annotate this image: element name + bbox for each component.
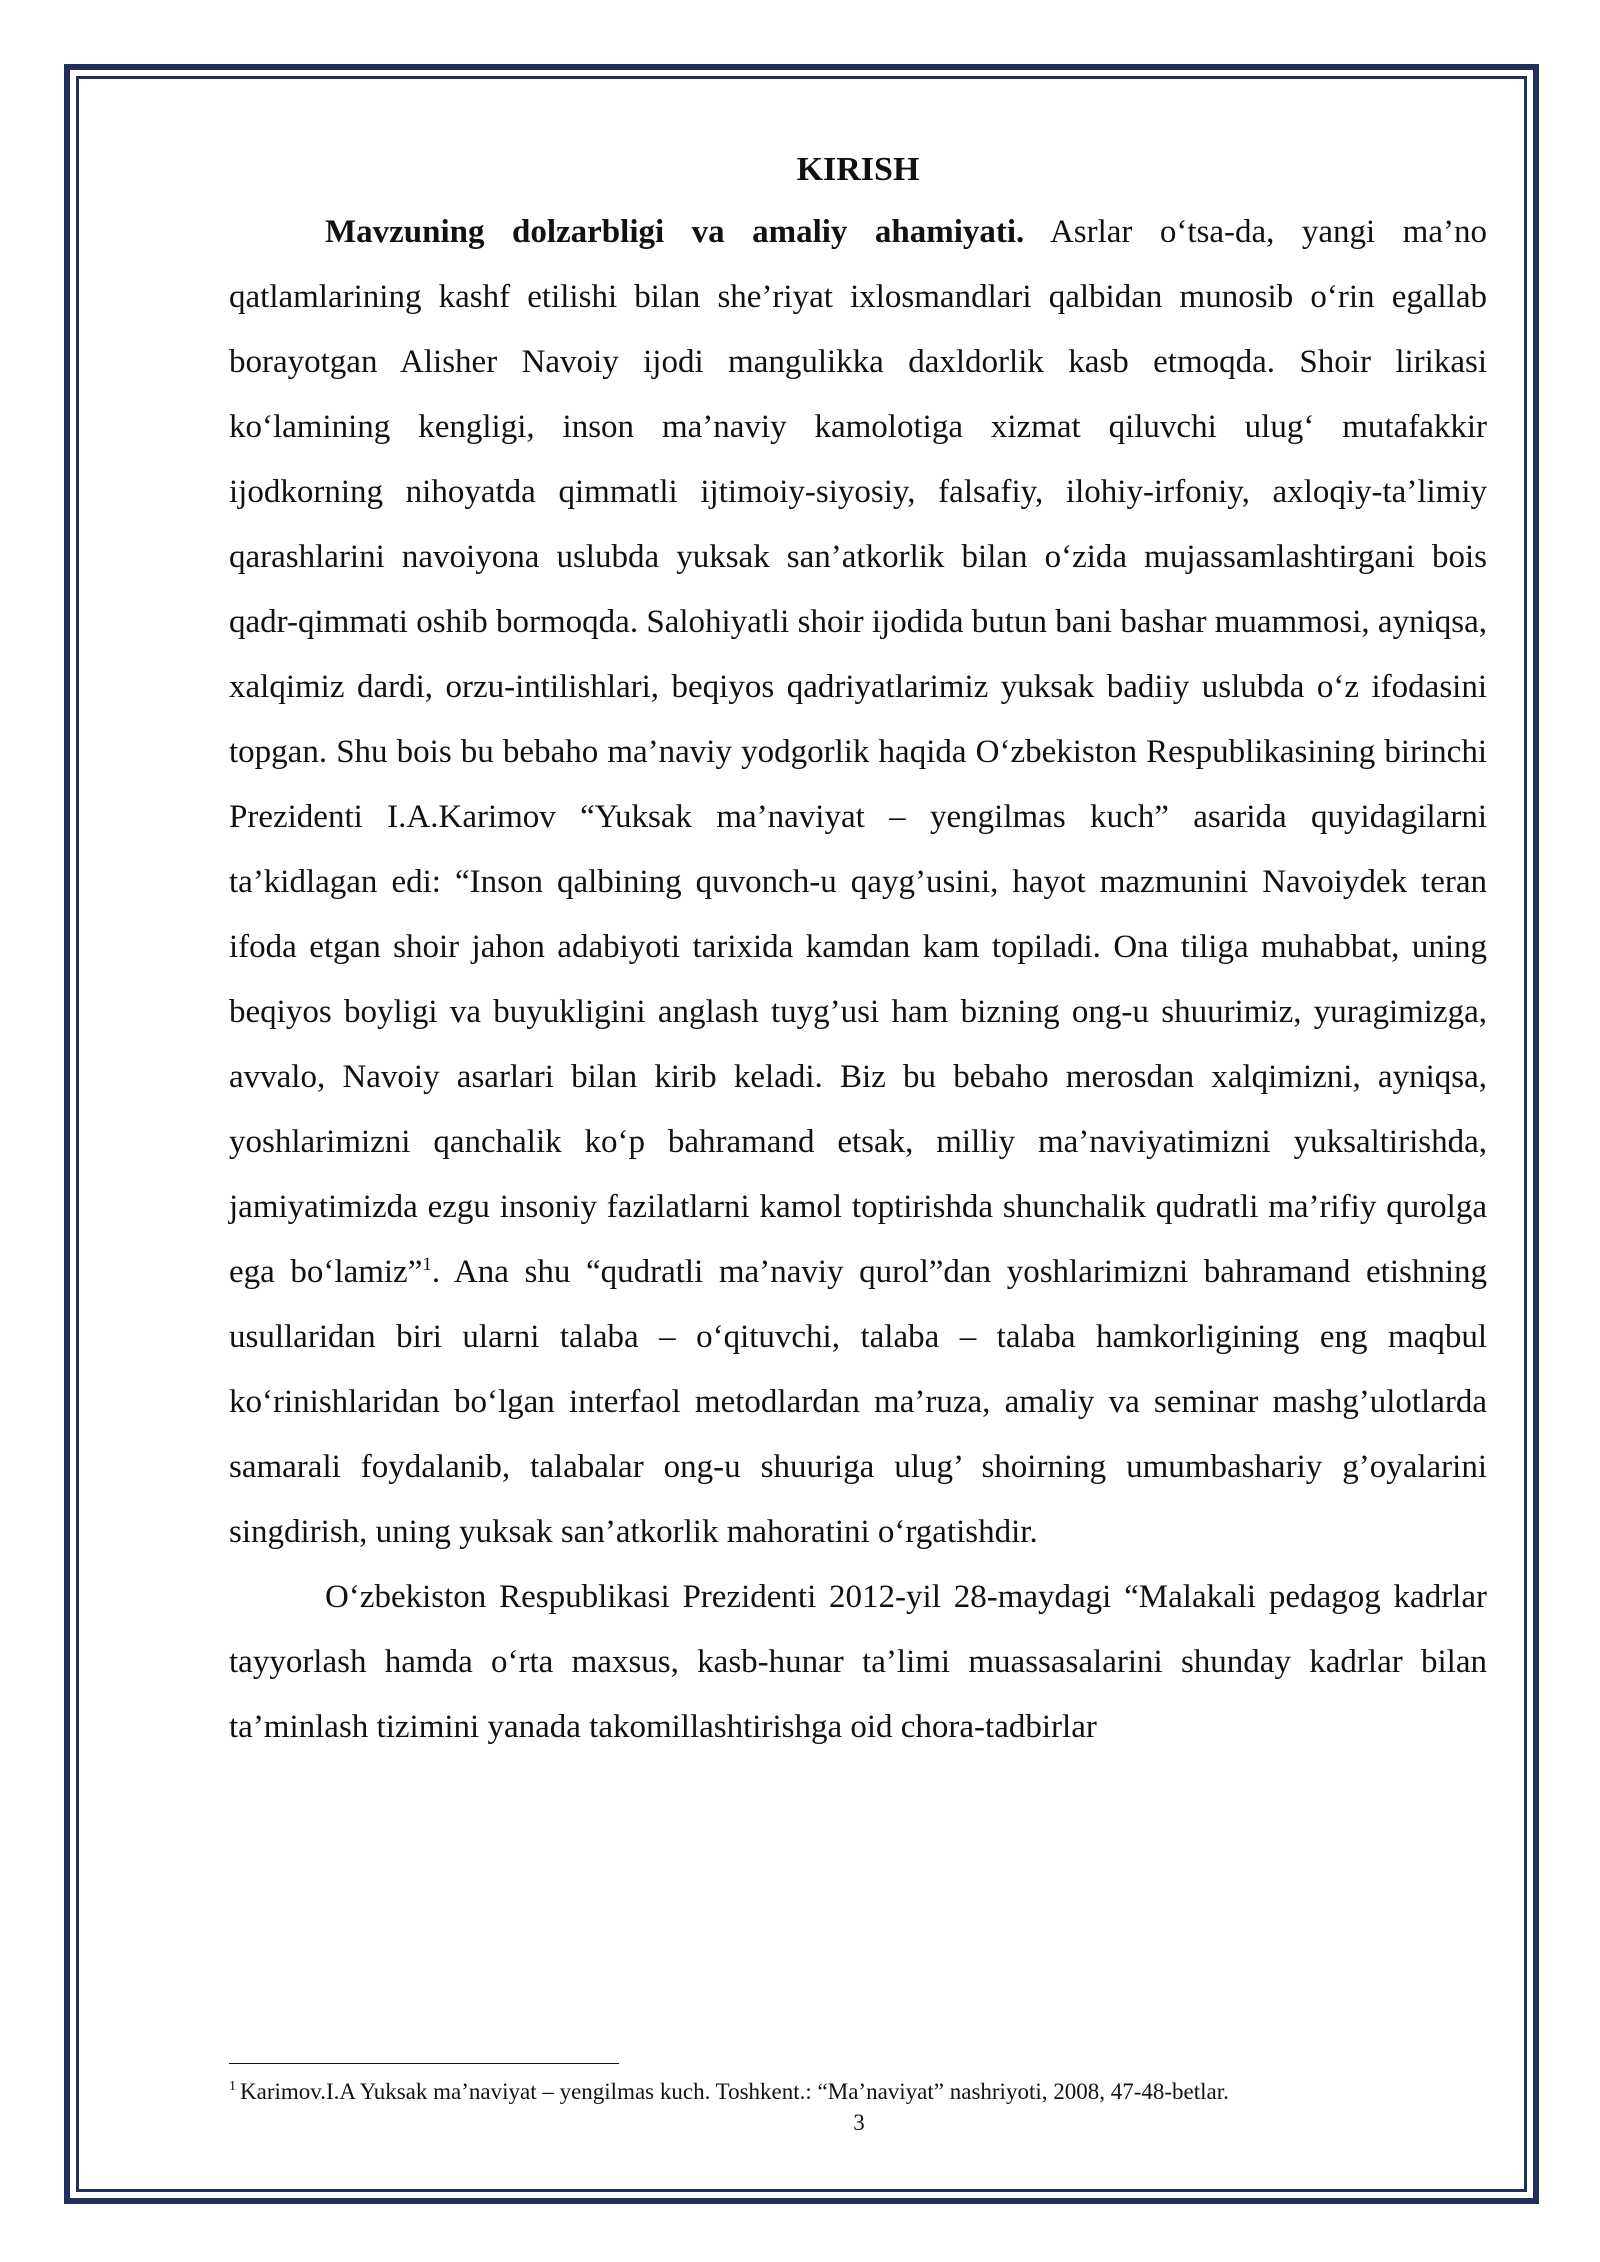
page-number: 3 — [853, 2110, 865, 2135]
paragraph-text-after-ref: . Ana shu “qudratli ma’naviy qurol”dan yoshlarimizni bahramand etishning usullaridan biri ularni talaba – o‘qituvchi, talaba – talaba hamkorligining eng maqbul ko‘rinishlaridan bo‘lgan interfaol metodlardan ma’ruza, amaliy va seminar mashg’ulotlarda samarali foydalanib, talabalar ong-u shuuriga ulug’ shoirning umumbashariy g’oyalarini singdirish, uning yuksak san’atkorlik mahoratini o‘rgatishdir. — [229, 1254, 1488, 1550]
section-heading: KIRISH — [796, 151, 920, 188]
page-body — [229, 140, 1487, 1760]
paragraph-decree: O‘zbekiston Respublikasi Prezidenti 2012-yil 28-maydagi “Malakali pedagog kadrlar tayyorlash hamda o‘rta maxsus, kasb-hunar ta’limi muassasalarini shunday kadrlar bilan ta’minlash tizimini yanada takomillashtirishga oid chora-tadbirlar — [229, 1579, 1487, 1745]
paragraph-relevance — [229, 200, 1487, 1565]
footnote — [229, 2078, 1487, 2106]
paragraph-text-before-ref: Asrlar o‘tsa-da, yangi ma’no qatlamlarining kashf etilishi bilan she’riyat ixlosmandlari qalbidan munosib o‘rin egallab borayotgan Alisher Navoiy ijodi mangulikka daxldorlik kasb etmoqda. Shoir lirikasi ko‘lamining kengligi, inson ma’naviy kamolotiga xizmat qiluvchi ulug‘ mutafakkir ijodkorning nihoyatda qimmatli ijtimoiy-siyosiy, falsafiy, ilohiy-irfoniy, axloqiy-ta’limiy qarashlarini navoiyona uslubda yuksak san’atkorlik bilan o‘zida mujassamlashtirgani bois qadr-qimmati oshib bormoqda. Salohiyatli shoir ijodida butun bani bashar muammosi, ayniqsa, xalqimiz dardi, orzu-intilishlari, beqiyos qadriyatlarimiz yuksak badiiy uslubda o‘z ifodasini topgan. Shu bois bu bebaho ma’naviy yodgorlik haqida O‘zbekiston Respublikasining birinchi Prezidenti I.A.Karimov “Yuksak ma’naviyat – yengilmas kuch” asarida quyidagilarni ta’kidlagan edi: “Inson qalbining quvonch-u qayg’usini, hayot mazmunini Navoiydek teran ifoda etgan shoir jahon adabiyoti tarixida kamdan kam topiladi. Ona tiliga muhabbat, uning beqiyos boyligi va buyukligini anglash tuyg’usi ham bizning ong-u shuurimiz, yuragimizga, avvalo, Navoiy asarlari bilan kirib keladi. Biz bu bebaho merosdan xalqimizni, ayniqsa, yoshlarimizni qanchalik ko‘p bahramand etsak, milliy ma’naviyatimizni yuksaltirishda, jamiyatimizda ezgu insoniy fazilatlarni kamol toptirishda shunchalik qudratli ma’rifiy qurolga ega bo‘lamiz” — [229, 214, 1487, 1290]
paragraph-lead-bold: Mavzuning dolzarbligi va amaliy ahamiyati. — [325, 214, 1025, 250]
footnote-reference[interactable]: 1 — [422, 1254, 432, 1275]
footnote-separator — [229, 2063, 619, 2064]
footnote-mark: 1 — [229, 2079, 236, 2095]
footnote-text: Karimov.I.A Yuksak ma’naviyat – yengilmas kuch. Toshkent.: “Ma’naviyat” nashriyoti, 2008, 47-48-betlar. — [240, 2079, 1229, 2104]
